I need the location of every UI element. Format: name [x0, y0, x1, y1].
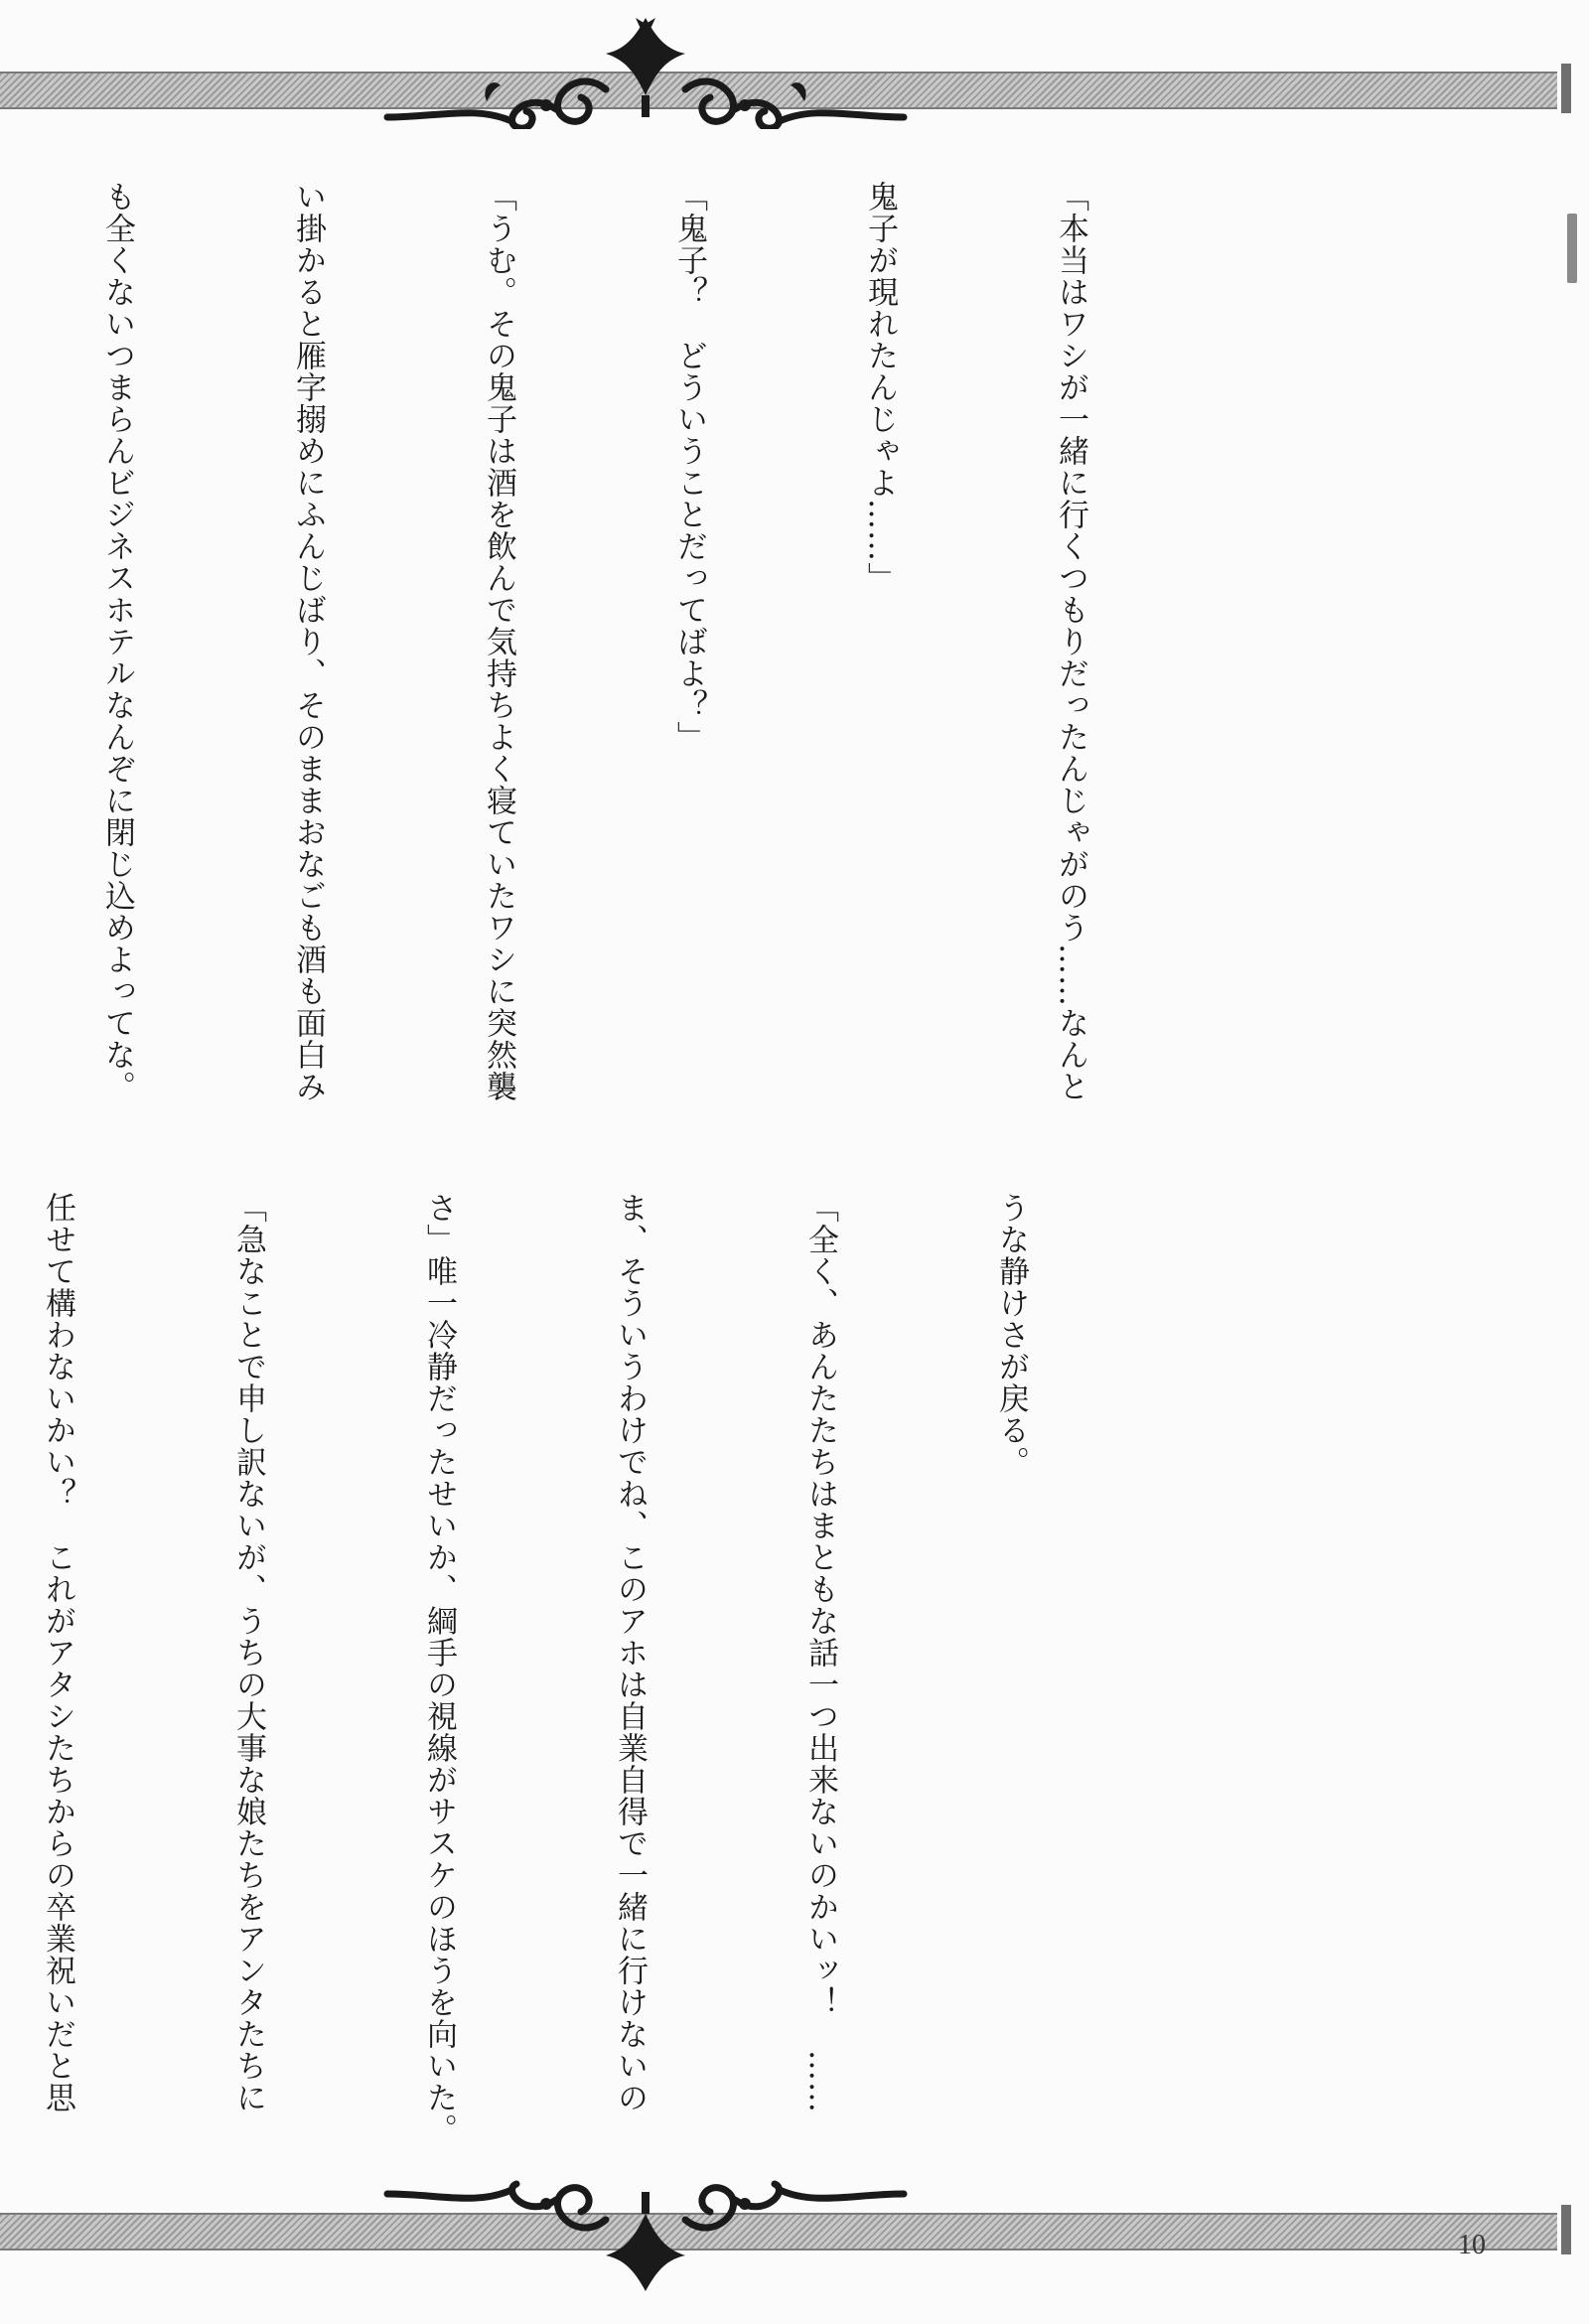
text-line: 「本当はワシが一緒に行くつもりだったんじゃがのう……なんと: [1053, 181, 1088, 1102]
top-ornament-icon: [367, 10, 924, 129]
top-border-cap: [1561, 64, 1571, 113]
text-line: 「全く、あんたたちはまともな話一つ出来ないのかいッ！ ……: [802, 1192, 838, 2113]
page-number: 10: [1458, 2230, 1486, 2260]
margin-tab-mark: [1567, 214, 1577, 283]
text-line: 任せて構わないかい？ これがアタシたちからの卒業祝いだと思: [40, 1192, 75, 2113]
bottom-ornament-icon: [367, 2180, 924, 2299]
text-line: うな静けさが戻る。: [993, 1192, 1029, 1478]
bottom-border-cap: [1561, 2205, 1571, 2254]
text-line: ま、そういうわけでね、このアホは自業自得で一緒に行けないの: [612, 1192, 648, 2113]
text-line: 鬼子が現れたんじゃよ……」: [862, 181, 898, 594]
text-line: 「うむ。その鬼子は酒を飲んで気持ちよく寝ていたワシに突然襲: [481, 181, 516, 1102]
text-line: 「急なことで申し訳ないが、うちの大事な娘たちをアンタたちに: [230, 1192, 266, 2113]
upper-text-block: [99, 181, 1229, 1164]
text-line: 「鬼子？ どういうことだってばよ？」: [671, 181, 707, 753]
text-line: も全くないつまらんビジネスホテルなんぞに閉じ込めよってな。: [99, 181, 135, 1102]
text-line: い掛かると雁字搦めにふんじばり、そのままおなごも酒も面白み: [290, 181, 326, 1102]
text-line: さ」唯一冷静だったせいか、綱手の視線がサスケのほうを向いた。: [421, 1192, 457, 2145]
lower-text-block: [40, 1192, 1170, 2185]
